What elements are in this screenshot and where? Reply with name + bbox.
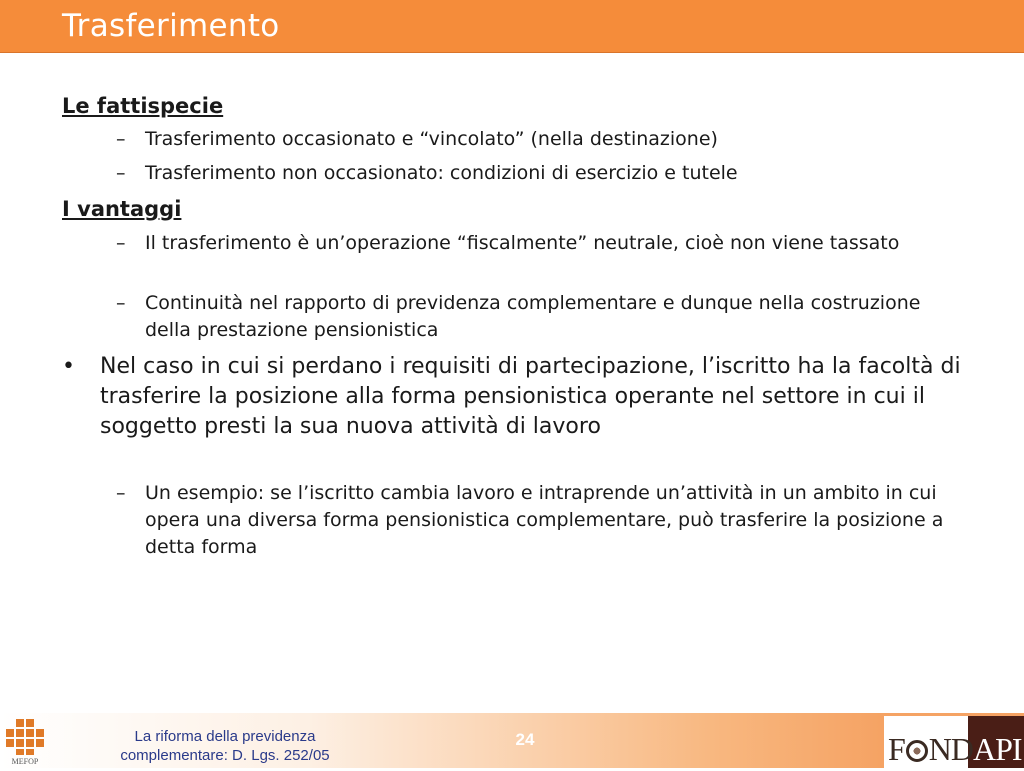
dash-marker: – — [116, 482, 126, 504]
slide-footer — [0, 713, 1024, 768]
dash-marker: – — [116, 128, 126, 150]
footer-caption-line2: complementare: D. Lgs. 252/05 — [120, 747, 330, 764]
fondapi-logo — [888, 731, 1022, 767]
slide-title: Trasferimento — [62, 8, 280, 44]
coin-icon — [906, 740, 928, 762]
list-item — [116, 230, 966, 257]
section-heading-fattispecie: Le fattispecie — [62, 94, 224, 118]
list-item-text: Trasferimento occasionato e “vincolato” (nella destinazione) — [145, 128, 718, 150]
list-item-text: Continuità nel rapporto di previdenza complementare e dunque nella costruzione della prestazione pensionistica — [145, 292, 921, 341]
list-item — [116, 480, 966, 561]
dash-marker: – — [116, 162, 126, 184]
fondapi-logo-part1: F — [888, 731, 905, 767]
bullet-marker: • — [62, 354, 75, 379]
list-item — [116, 126, 966, 153]
footer-caption — [100, 727, 350, 765]
list-item-text: Il trasferimento è un’operazione “fiscalmente” neutrale, cioè non viene tassato — [145, 232, 900, 254]
list-item-text: Trasferimento non occasionato: condizioni di esercizio e tutele — [145, 162, 738, 184]
bullet-item — [62, 352, 962, 442]
section-heading-vantaggi: I vantaggi — [62, 197, 182, 221]
dash-marker: – — [116, 232, 126, 254]
mefop-logo-icon — [4, 717, 48, 767]
mefop-logo — [4, 717, 48, 767]
list-item — [116, 160, 966, 187]
mefop-logo-text: MEFOP — [11, 757, 39, 766]
page-number: 24 — [515, 730, 535, 749]
fondapi-logo-part3: API — [973, 731, 1022, 767]
footer-caption-line1: La riforma della previdenza — [134, 728, 316, 745]
dash-marker: – — [116, 292, 126, 314]
list-item — [116, 290, 966, 344]
list-item-text: Un esempio: se l’iscritto cambia lavoro e intraprende un’attività in un ambito in cui opera una diversa forma pensionistica complementare, può trasferire la posizione a detta forma — [145, 482, 944, 558]
fondapi-logo-part2: ND — [928, 731, 974, 767]
bullet-text: Nel caso in cui si perdano i requisiti di partecipazione, l’iscritto ha la facoltà di trasferire la posizione alla forma pensionistica operante nel settore in cui il soggetto presti la sua nuova attività di lavoro — [100, 354, 961, 439]
slide-header — [0, 0, 1024, 53]
